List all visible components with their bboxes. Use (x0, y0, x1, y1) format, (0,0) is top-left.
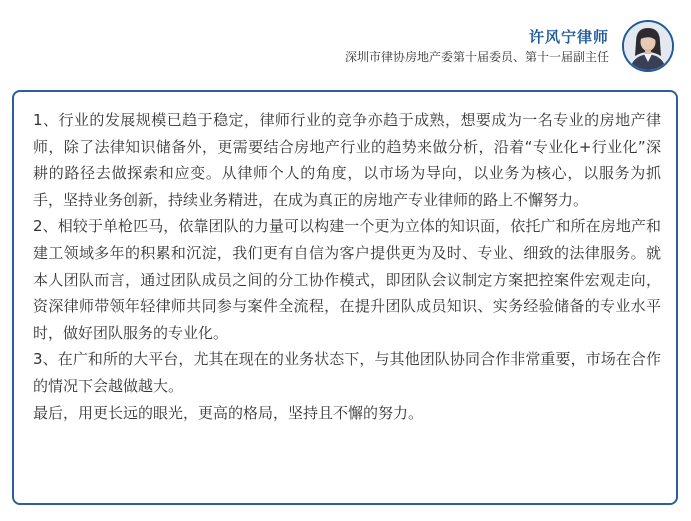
paragraph-1: 1、行业的发展规模已趋于稳定，律师行业的竞争亦趋于成熟，想要成为一名专业的房地产律师，除了法律知识储备外，更需要结合房地产行业的趋势来做分析，沿着“专业化+行业化”深耕的路径去做探索和应变。从律师个人的角度，以市场为导向，以业务为核心，以服务为抓手，坚持业务创新，持续业务精进，在成为真正的房地产专业律师的路上不懈努力。 (33, 111, 661, 209)
avatar-portrait-icon (624, 22, 672, 70)
paragraph-2: 2、相较于单枪匹马，依靠团队的力量可以构建一个更为立体的知识面，依托广和所在房地产和建工领域多年的积累和沉淀，我们更有自信为客户提供更为及时、专业、细致的法律服务。就本人团队而言，通过团队成员之间的分工协作模式，即团队会议制定方案把控案件宏观走向，资深律师带领年轻律师共同参与案件全流程，在提升团队成员知识、实务经验储备的专业水平时，做好团队服务的专业化。 (33, 217, 661, 342)
paragraph-closing: 最后，用更长远的眼光，更高的格局，坚持且不懈的努力。 (33, 403, 424, 422)
paragraph-3: 3、在广和所的大平台，尤其在现在的业务状态下，与其他团队协同合作非常重要，市场在合作的情况下会越做越大。 (33, 350, 661, 395)
statement-text (33, 107, 661, 426)
statement-card (12, 90, 678, 505)
lawyer-name: 许风宁律师 (528, 28, 609, 46)
profile-header (0, 0, 691, 80)
lawyer-title: 深圳市律协房地产委第十届委员、第十一届副主任 (344, 50, 609, 64)
avatar (622, 20, 674, 72)
